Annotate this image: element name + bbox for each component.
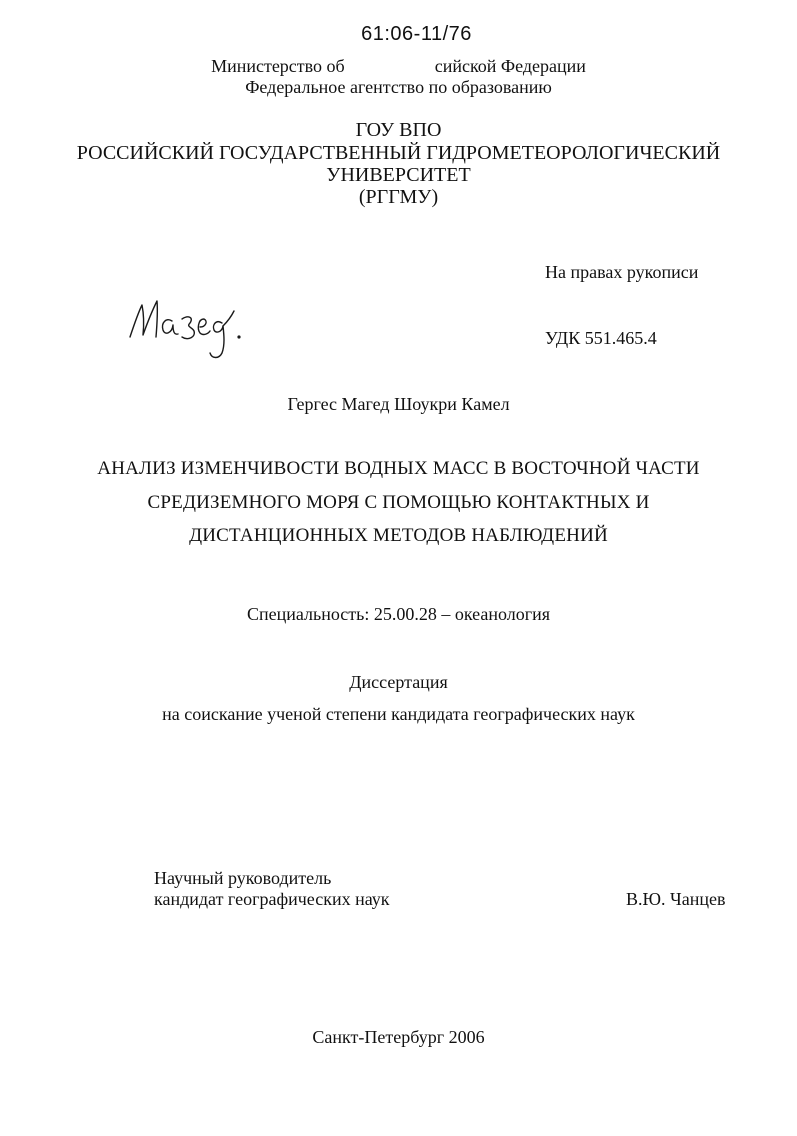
institution-name-line1: РОССИЙСКИЙ ГОСУДАРСТВЕННЫЙ ГИДРОМЕТЕОРОЛОГИЧЕСКИЙ <box>76 142 721 164</box>
archive-code: 61:06-11/76 <box>361 23 472 45</box>
work-type: Диссертация <box>349 672 448 692</box>
institution-type: ГОУ ВПО <box>355 119 442 141</box>
udk-code: УДК 551.465.4 <box>545 328 657 348</box>
handwritten-signature <box>126 285 256 365</box>
city-year: Санкт-Петербург 2006 <box>312 1027 485 1047</box>
dissertation-title-line2: СРЕДИЗЕМНОГО МОРЯ С ПОМОЩЬЮ КОНТАКТНЫХ И <box>147 492 650 513</box>
dissertation-title-line1: АНАЛИЗ ИЗМЕНЧИВОСТИ ВОДНЫХ МАСС В ВОСТОЧНОЙ ЧАСТИ <box>97 458 700 479</box>
supervisor-role: Научный руководитель <box>154 868 332 888</box>
institution-name-line2: УНИВЕРСИТЕТ <box>326 164 471 186</box>
institution-abbreviation: (РГГМУ) <box>358 186 439 208</box>
author-name: Гергес Магед Шоукри Камел <box>287 394 510 414</box>
rights-note: На правах рукописи <box>545 262 699 282</box>
ministry-line: Министерство об сийской Федерации <box>211 56 586 76</box>
supervisor-name: В.Ю. Чанцев <box>626 889 726 909</box>
supervisor-degree: кандидат географических наук <box>154 889 390 909</box>
degree-line: на соискание ученой степени кандидата географических наук <box>162 704 635 724</box>
dissertation-title-line3: ДИСТАНЦИОННЫХ МЕТОДОВ НАБЛЮДЕНИЙ <box>189 525 608 546</box>
agency-line: Федеральное агентство по образованию <box>245 77 552 97</box>
specialty-line: Специальность: 25.00.28 – океанология <box>246 604 551 624</box>
